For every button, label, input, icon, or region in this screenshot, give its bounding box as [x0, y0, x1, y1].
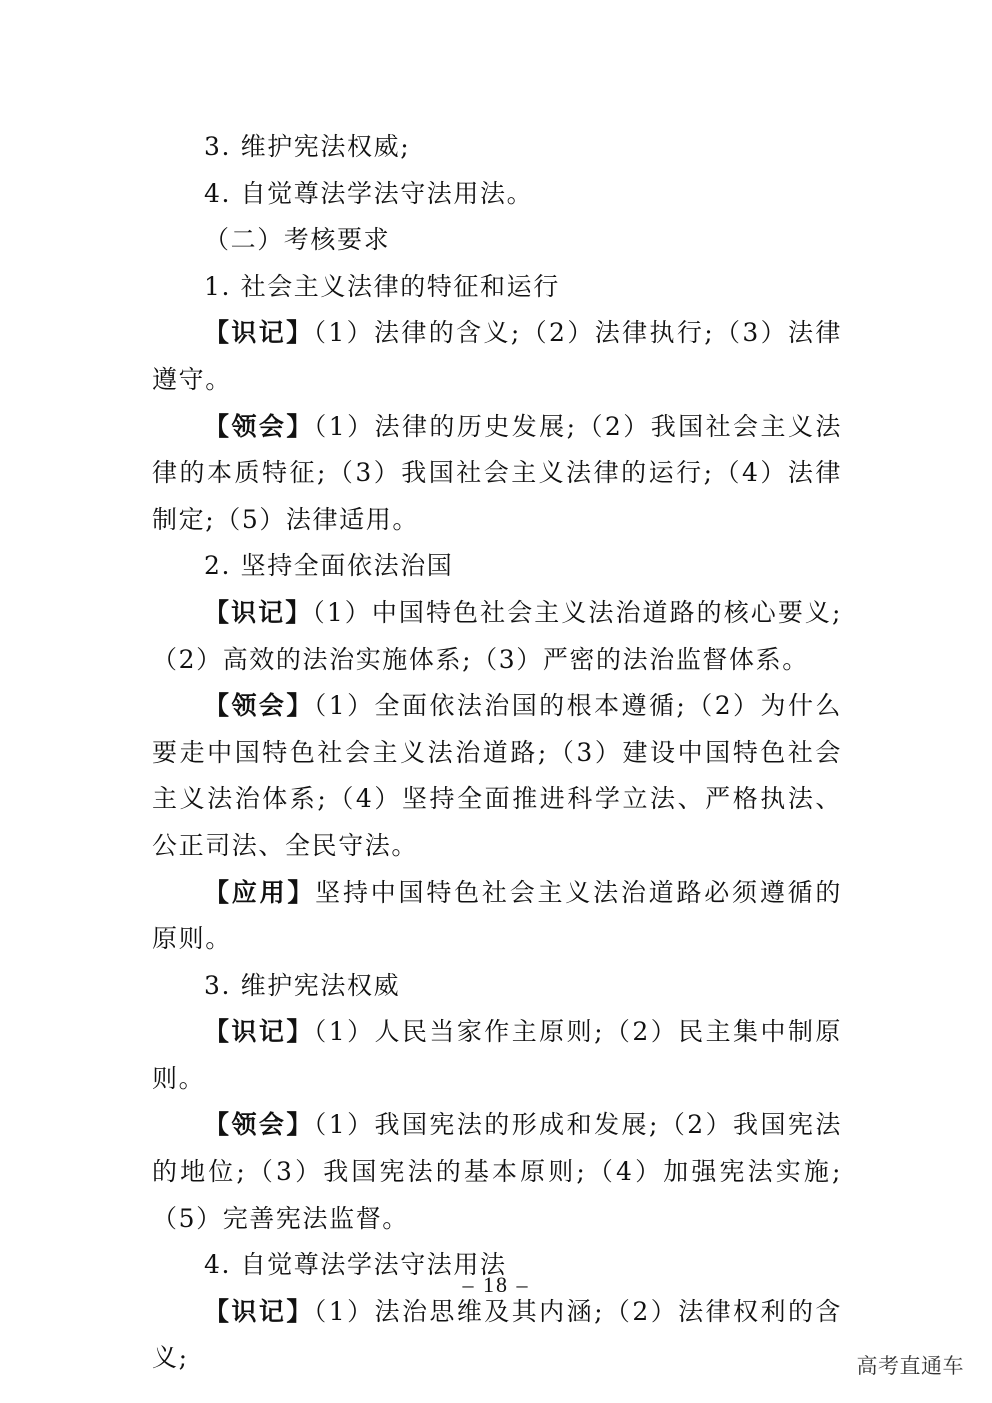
paragraph-text: 3. 维护宪法权威;: [204, 132, 411, 161]
paragraph-10: [152, 870, 842, 963]
paragraph-13: [152, 1102, 842, 1242]
paragraph-4: [152, 264, 842, 311]
paragraph-text: （1）法律的历史发展;（2）我国社会主义法律的本质特征;（3）我国社会主义法律的运行;（4）法律制定;（5）法律适用。: [152, 411, 842, 534]
paragraph-8: [152, 590, 842, 683]
paragraph-text: （1）法治思维及其内涵;（2）法律权利的含义;: [152, 1296, 842, 1373]
paragraph-9: [152, 683, 842, 869]
paragraph-text: （1）法律的含义;（2）法律执行;（3）法律遵守。: [152, 318, 842, 394]
section-tag: 【识记】: [204, 318, 314, 348]
section-tag: 【领会】: [204, 1110, 314, 1140]
paragraph-text: （1）中国特色社会主义法治道路的核心要义;（2）高效的法治实施体系;（3）严密的法治监督体系。: [152, 597, 842, 674]
paragraph-text: （1）人民当家作主原则;（2）民主集中制原则。: [152, 1017, 842, 1093]
section-tag: 【领会】: [204, 691, 314, 721]
paragraph-12: [152, 1009, 842, 1102]
watermark-text: 高考直通车: [856, 1354, 964, 1378]
paragraph-text: （二）考核要求: [204, 225, 391, 255]
paragraph-text: 4. 自觉尊法学法守法用法: [204, 1250, 507, 1280]
section-tag: 【应用】: [204, 877, 316, 907]
paragraph-2: [152, 171, 842, 218]
page-number: – 18 –: [462, 1272, 530, 1297]
paragraph-3: [152, 217, 842, 264]
section-tag: 【识记】: [204, 1296, 314, 1326]
paragraph-text: （1）全面依法治国的根本遵循;（2）为什么要走中国特色社会主义法治道路;（3）建设中国特色社会主义法治体系;（4）坚持全面推进科学立法、严格执法、公正司法、全民守法。: [152, 691, 842, 860]
paragraph-text: 坚持中国特色社会主义法治道路必须遵循的原则。: [152, 877, 842, 954]
paragraph-text: 2. 坚持全面依法治国: [204, 551, 454, 581]
paragraph-6: [152, 404, 842, 544]
section-tag: 【识记】: [204, 597, 313, 627]
paragraph-1: [152, 124, 842, 171]
paragraph-11: [152, 963, 842, 1010]
section-tag: 【识记】: [204, 1017, 314, 1047]
paragraph-5: [152, 310, 842, 403]
paragraph-text: 3. 维护宪法权威: [204, 970, 401, 1000]
paragraph-15: [152, 1289, 842, 1382]
section-tag: 【领会】: [204, 411, 314, 441]
paragraph-text: 4. 自觉尊法学法守法用法。: [204, 178, 534, 208]
body-text: [152, 124, 842, 1382]
paragraph-text: 1. 社会主义法律的特征和运行: [204, 271, 560, 301]
paragraph-7: [152, 543, 842, 590]
paragraph-text: （1）我国宪法的形成和发展;（2）我国宪法的地位;（3）我国宪法的基本原则;（4）加强宪法实施;（5）完善宪法监督。: [152, 1110, 842, 1233]
